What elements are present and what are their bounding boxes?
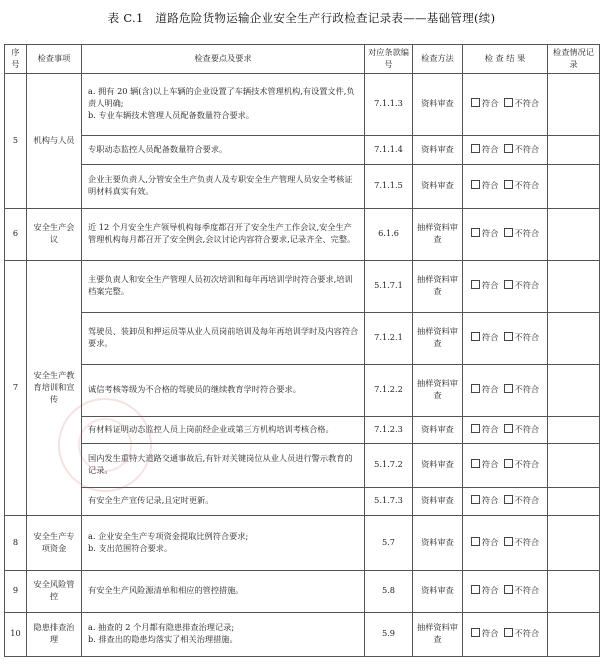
header-row	[5, 45, 600, 74]
fail-label: 不符合	[514, 459, 540, 470]
pass-checkbox[interactable]	[471, 424, 498, 434]
record-cell[interactable]	[548, 443, 600, 487]
item-cell: 安全风险管控	[27, 570, 82, 612]
record-cell[interactable]	[548, 73, 600, 135]
pass-checkbox[interactable]	[471, 384, 498, 394]
fail-checkbox[interactable]	[504, 280, 540, 290]
clause-cell: 5.1.7.3	[365, 487, 413, 515]
item-cell: 隐患排查治理	[27, 612, 82, 656]
seq-cell: 8	[5, 515, 27, 570]
fail-label: 不符合	[514, 585, 540, 596]
table-row	[5, 260, 600, 312]
method-cell: 抽样资料审查	[413, 260, 463, 312]
clause-cell: 5.1.7.1	[365, 260, 413, 312]
fail-checkbox[interactable]	[504, 495, 540, 505]
checkbox-icon	[471, 424, 480, 433]
record-cell[interactable]	[548, 260, 600, 312]
table-row	[5, 570, 600, 612]
fail-checkbox[interactable]	[504, 459, 540, 469]
clause-cell: 7.1.2.3	[365, 416, 413, 443]
method-cell: 资料审查	[413, 487, 463, 515]
record-cell[interactable]	[548, 487, 600, 515]
result-cell	[463, 312, 548, 364]
pass-label: 符合	[481, 536, 499, 547]
content-cell: a. 企业安全生产专项资金提取比例符合要求; b. 支出范围符合要求。	[82, 515, 365, 570]
fail-checkbox[interactable]	[504, 424, 540, 434]
pass-label: 符合	[481, 228, 499, 239]
content-cell: 有安全生产风险源清单和相应的管控措施。	[82, 570, 365, 612]
seq-cell: 6	[5, 208, 27, 260]
checkbox-icon	[471, 537, 480, 546]
content-cell: 国内发生重特大道路交通事故后,有针对关键岗位从业人员进行警示教育的记录。	[82, 443, 365, 487]
pass-checkbox[interactable]	[471, 628, 498, 638]
content-cell: a. 抽查的 2 个月都有隐患排查治理记录; b. 排查出的隐患均落实了相关治理措施。	[82, 612, 365, 656]
clause-cell: 7.1.1.4	[365, 135, 413, 164]
pass-checkbox[interactable]	[471, 459, 498, 469]
seq-cell: 7	[5, 260, 27, 515]
checkbox-icon	[471, 228, 480, 237]
table-row	[5, 487, 600, 515]
pass-checkbox[interactable]	[471, 98, 498, 108]
result-cell	[463, 73, 548, 135]
checkbox-icon	[471, 585, 480, 594]
table-row	[5, 515, 600, 570]
clause-cell: 7.1.2.1	[365, 312, 413, 364]
method-cell: 资料审查	[413, 570, 463, 612]
checkbox-icon	[504, 384, 513, 393]
pass-label: 符合	[481, 280, 499, 291]
record-cell[interactable]	[548, 612, 600, 656]
table-title: 表 C.1 道路危险货物运输企业安全生产行政检查记录表——基础管理(续)	[107, 11, 496, 25]
content-cell: 专职动态监控人员配备数量符合要求。	[82, 135, 365, 164]
checkbox-icon	[471, 495, 480, 504]
method-cell: 资料审查	[413, 135, 463, 164]
table-row	[5, 612, 600, 656]
checkbox-icon	[471, 459, 480, 468]
method-cell: 资料审查	[413, 164, 463, 208]
checkbox-icon	[471, 384, 480, 393]
header-seq: 序号	[5, 45, 27, 74]
method-cell: 抽样资料审查	[413, 612, 463, 656]
pass-label: 符合	[481, 495, 499, 506]
seq-cell: 10	[5, 612, 27, 656]
pass-checkbox[interactable]	[471, 495, 498, 505]
header-record: 检查情况记录	[548, 45, 600, 74]
header-item: 检查事项	[27, 45, 82, 74]
content-cell: 企业主要负责人,分管安全生产负责人及专职安全生产管理人员安全考核证明材料真实有效。	[82, 164, 365, 208]
item-cell: 安全生产会议	[27, 208, 82, 260]
pass-checkbox[interactable]	[471, 180, 498, 190]
item-cell: 机构与人员	[27, 73, 82, 208]
checkbox-icon	[471, 180, 480, 189]
table-row	[5, 135, 600, 164]
pass-checkbox[interactable]	[471, 585, 498, 595]
fail-checkbox[interactable]	[504, 228, 540, 238]
pass-label: 符合	[481, 180, 499, 191]
table-row	[5, 312, 600, 364]
content-cell: 诚信考核等级为不合格的驾驶员的继续教育学时符合要求。	[82, 364, 365, 416]
checkbox-icon	[504, 280, 513, 289]
header-result: 检 查 结 果	[463, 45, 548, 74]
checkbox-icon	[504, 537, 513, 546]
result-cell	[463, 208, 548, 260]
pass-label: 符合	[481, 423, 499, 434]
pass-label: 符合	[481, 143, 499, 154]
record-cell[interactable]	[548, 515, 600, 570]
clause-cell: 5.7	[365, 515, 413, 570]
result-cell	[463, 515, 548, 570]
checkbox-icon	[471, 280, 480, 289]
result-cell	[463, 487, 548, 515]
content-cell: 主要负责人和安全生产管理人员初次培训和每年再培训学时符合要求,培训档案完整。	[82, 260, 365, 312]
content-cell: 有材料证明动态监控人员上岗前经企业或第三方机构培训考核合格。	[82, 416, 365, 443]
pass-checkbox[interactable]	[471, 332, 498, 342]
method-cell: 资料审查	[413, 73, 463, 135]
method-cell: 资料审查	[413, 515, 463, 570]
method-cell: 抽样资料审查	[413, 364, 463, 416]
record-cell[interactable]	[548, 416, 600, 443]
table-row	[5, 416, 600, 443]
fail-label: 不符合	[514, 628, 540, 639]
record-cell[interactable]	[548, 164, 600, 208]
pass-label: 符合	[481, 384, 499, 395]
table-row	[5, 73, 600, 135]
seq-cell: 9	[5, 570, 27, 612]
clause-cell: 6.1.6	[365, 208, 413, 260]
fail-label: 不符合	[514, 384, 540, 395]
result-cell	[463, 364, 548, 416]
result-cell	[463, 164, 548, 208]
content-cell: 有安全生产宣传记录,且定时更新。	[82, 487, 365, 515]
checkbox-icon	[504, 180, 513, 189]
header-content: 检查要点及要求	[82, 45, 365, 74]
clause-cell: 5.9	[365, 612, 413, 656]
item-cell: 安全生产教育培训和宣传	[27, 260, 82, 515]
result-cell	[463, 570, 548, 612]
checkbox-icon	[504, 144, 513, 153]
fail-label: 不符合	[514, 536, 540, 547]
pass-label: 符合	[481, 585, 499, 596]
record-cell[interactable]	[548, 570, 600, 612]
checkbox-icon	[471, 98, 480, 107]
fail-checkbox[interactable]	[504, 98, 540, 108]
method-cell: 抽样资料审查	[413, 312, 463, 364]
result-cell	[463, 135, 548, 164]
checkbox-icon	[504, 495, 513, 504]
table-row	[5, 164, 600, 208]
clause-cell: 7.1.1.5	[365, 164, 413, 208]
method-cell: 抽样资料审查	[413, 208, 463, 260]
fail-checkbox[interactable]	[504, 628, 540, 638]
clause-cell: 7.1.2.2	[365, 364, 413, 416]
result-cell	[463, 416, 548, 443]
fail-label: 不符合	[514, 495, 540, 506]
checkbox-icon	[504, 628, 513, 637]
method-cell: 资料审查	[413, 443, 463, 487]
table-row	[5, 364, 600, 416]
fail-label: 不符合	[514, 180, 540, 191]
checkbox-icon	[504, 332, 513, 341]
clause-cell: 5.8	[365, 570, 413, 612]
pass-label: 符合	[481, 628, 499, 639]
fail-checkbox[interactable]	[504, 144, 540, 154]
pass-checkbox[interactable]	[471, 228, 498, 238]
seq-cell: 5	[5, 73, 27, 208]
header-method: 检查方法	[413, 45, 463, 74]
fail-label: 不符合	[514, 228, 540, 239]
fail-label: 不符合	[514, 98, 540, 109]
checkbox-icon	[504, 424, 513, 433]
table-row	[5, 208, 600, 260]
table-body	[5, 73, 600, 656]
pass-checkbox[interactable]	[471, 280, 498, 290]
result-cell	[463, 443, 548, 487]
checkbox-icon	[471, 332, 480, 341]
table-row	[5, 443, 600, 487]
fail-label: 不符合	[514, 280, 540, 291]
clause-cell: 7.1.1.3	[365, 73, 413, 135]
pass-checkbox[interactable]	[471, 537, 498, 547]
content-cell: 驾驶员、装卸员和押运员等从业人员岗前培训及每年再培训学时及内容符合要求。	[82, 312, 365, 364]
inspection-table	[4, 44, 600, 657]
record-cell[interactable]	[548, 208, 600, 260]
record-cell[interactable]	[548, 364, 600, 416]
record-cell[interactable]	[548, 312, 600, 364]
result-cell	[463, 612, 548, 656]
checkbox-icon	[504, 585, 513, 594]
fail-checkbox[interactable]	[504, 332, 540, 342]
fail-label: 不符合	[514, 423, 540, 434]
fail-label: 不符合	[514, 332, 540, 343]
checkbox-icon	[471, 628, 480, 637]
fail-label: 不符合	[514, 143, 540, 154]
fail-checkbox[interactable]	[504, 180, 540, 190]
clause-cell: 5.1.7.2	[365, 443, 413, 487]
pass-checkbox[interactable]	[471, 144, 498, 154]
method-cell: 资料审查	[413, 416, 463, 443]
record-cell[interactable]	[548, 135, 600, 164]
checkbox-icon	[504, 98, 513, 107]
result-cell	[463, 260, 548, 312]
content-cell: a. 拥有 20 辆(含)以上车辆的企业设置了车辆技术管理机构,有设置文件,负责人明确; b. 专业车辆技术管理人员配备数量符合要求。	[82, 73, 365, 135]
fail-checkbox[interactable]	[504, 585, 540, 595]
content-cell: 近 12 个月安全生产领导机构每季度都召开了安全生产工作会议,安全生产管理机构每月都召开了安全例会,会议讨论内容符合要求,记录齐全、完整。	[82, 208, 365, 260]
checkbox-icon	[471, 144, 480, 153]
header-clause: 对应条款编号	[365, 45, 413, 74]
item-cell: 安全生产专项资金	[27, 515, 82, 570]
fail-checkbox[interactable]	[504, 384, 540, 394]
pass-label: 符合	[481, 459, 499, 470]
checkbox-icon	[504, 228, 513, 237]
fail-checkbox[interactable]	[504, 537, 540, 547]
checkbox-icon	[504, 459, 513, 468]
pass-label: 符合	[481, 98, 499, 109]
pass-label: 符合	[481, 332, 499, 343]
